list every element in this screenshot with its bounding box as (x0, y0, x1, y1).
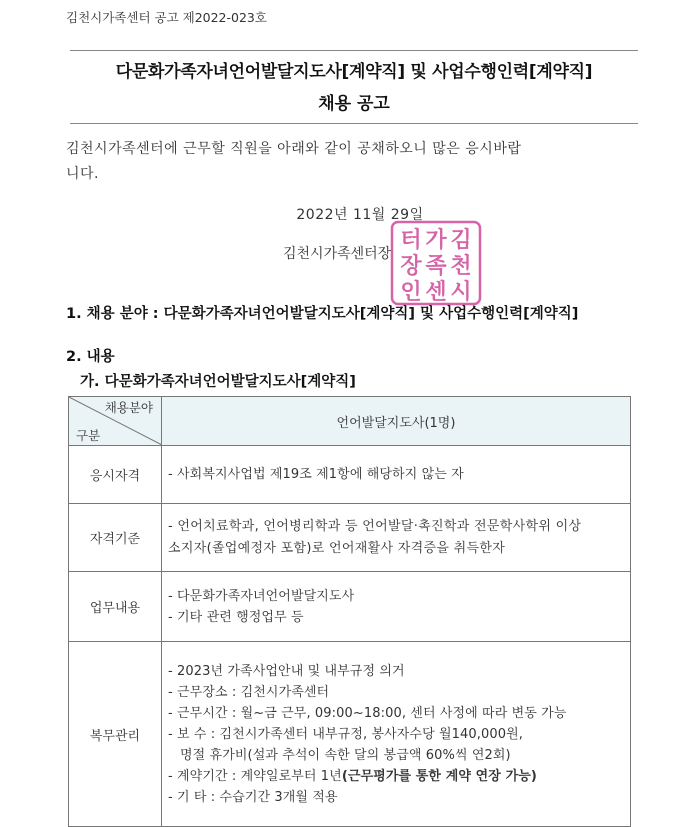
content-line (168, 766, 620, 787)
document-number: 김천시가족센터 공고 제2022-023호 (66, 10, 267, 25)
row-content (162, 446, 631, 504)
corner-label-field: 채용분야 (104, 400, 153, 415)
page-subtitle: 채용 공고 (318, 94, 390, 114)
column-header: 언어발달지도사(1명) (162, 397, 631, 446)
content-line: - 언어치료학과, 언어병리학과 등 언어발달·촉진학과 전문학사학위 이상 소지자(졸업예정자 포함)로 언어재활사 자격증을 취득한자 (168, 518, 582, 556)
intro-text-continued: 니다. (66, 166, 99, 182)
table-row (69, 446, 631, 504)
contract-extension-note: (근무평가를 통한 계약 연장 가능) (341, 768, 537, 784)
contract-period-text: - 계약기간 : 계약일로부터 1년 (168, 768, 342, 784)
row-label: 응시자격 (69, 446, 162, 504)
job-details-table (68, 396, 631, 827)
content-line: 명절 휴가비(설과 추석이 속한 달의 봉급액 60%씩 연2회) (180, 747, 511, 763)
row-content (162, 504, 631, 572)
seal-character: 김 (450, 228, 472, 253)
content-line: - 기 타 : 수습기간 3개월 적용 (168, 789, 338, 805)
content-line: - 기타 관련 행정업무 등 (168, 609, 304, 625)
organization-name: 김천시가족센터장 (283, 246, 392, 262)
seal-character: 천 (450, 254, 472, 279)
content-line: - 다문화가족자녀언어발달지도사 (168, 588, 355, 604)
content-line: - 2023년 가족사업안내 및 내부규정 의거 (168, 663, 405, 679)
table-row (69, 572, 631, 642)
seal-character: 터 (400, 228, 422, 253)
section-content-heading: 2. 내용 (66, 349, 115, 365)
table-header-row (69, 397, 631, 446)
content-line: - 근무장소 : 김천시가족센터 (168, 684, 330, 700)
row-label: 업무내용 (69, 572, 162, 642)
seal-character: 가 (425, 228, 447, 253)
row-label: 자격기준 (69, 504, 162, 572)
title-box (70, 50, 638, 124)
content-line: - 사회복지사업법 제19조 제1항에 해당하지 않는 자 (168, 467, 464, 482)
content-line: - 보 수 : 김천시가족센터 내부규정, 봉사자수당 월140,000원, (168, 726, 523, 742)
official-seal-stamp (389, 219, 483, 307)
seal-character: 인 (400, 280, 422, 305)
section-recruitment-field: 1. 채용 분야 : 다문화가족자녀언어발달지도사[계약직] 및 사업수행인력[계약직] (66, 306, 579, 322)
table-row (69, 642, 631, 827)
seal-character: 시 (450, 280, 472, 305)
seal-character: 족 (425, 254, 447, 279)
page-title: 다문화가족자녀언어발달지도사[계약직] 및 사업수행인력[계약직] (115, 62, 593, 82)
table-row (69, 504, 631, 572)
row-content (162, 572, 631, 642)
seal-character: 장 (400, 254, 422, 279)
corner-label-category: 구분 (76, 428, 101, 443)
intro-text: 김천시가족센터에 근무할 직원을 아래와 같이 공채하오니 많은 응시바랍 (66, 141, 522, 157)
seal-character: 센 (425, 280, 447, 305)
announcement-date: 2022년 11월 29일 (296, 207, 424, 223)
row-label: 복무관리 (69, 642, 162, 827)
table-corner-cell (69, 397, 162, 446)
section-content-subheading: 가. 다문화가족자녀언어발달지도사[계약직] (80, 374, 356, 390)
row-content (162, 642, 631, 827)
content-line: - 근무시간 : 월~금 근무, 09:00~18:00, 센터 사정에 따라 변동 가능 (168, 705, 567, 721)
